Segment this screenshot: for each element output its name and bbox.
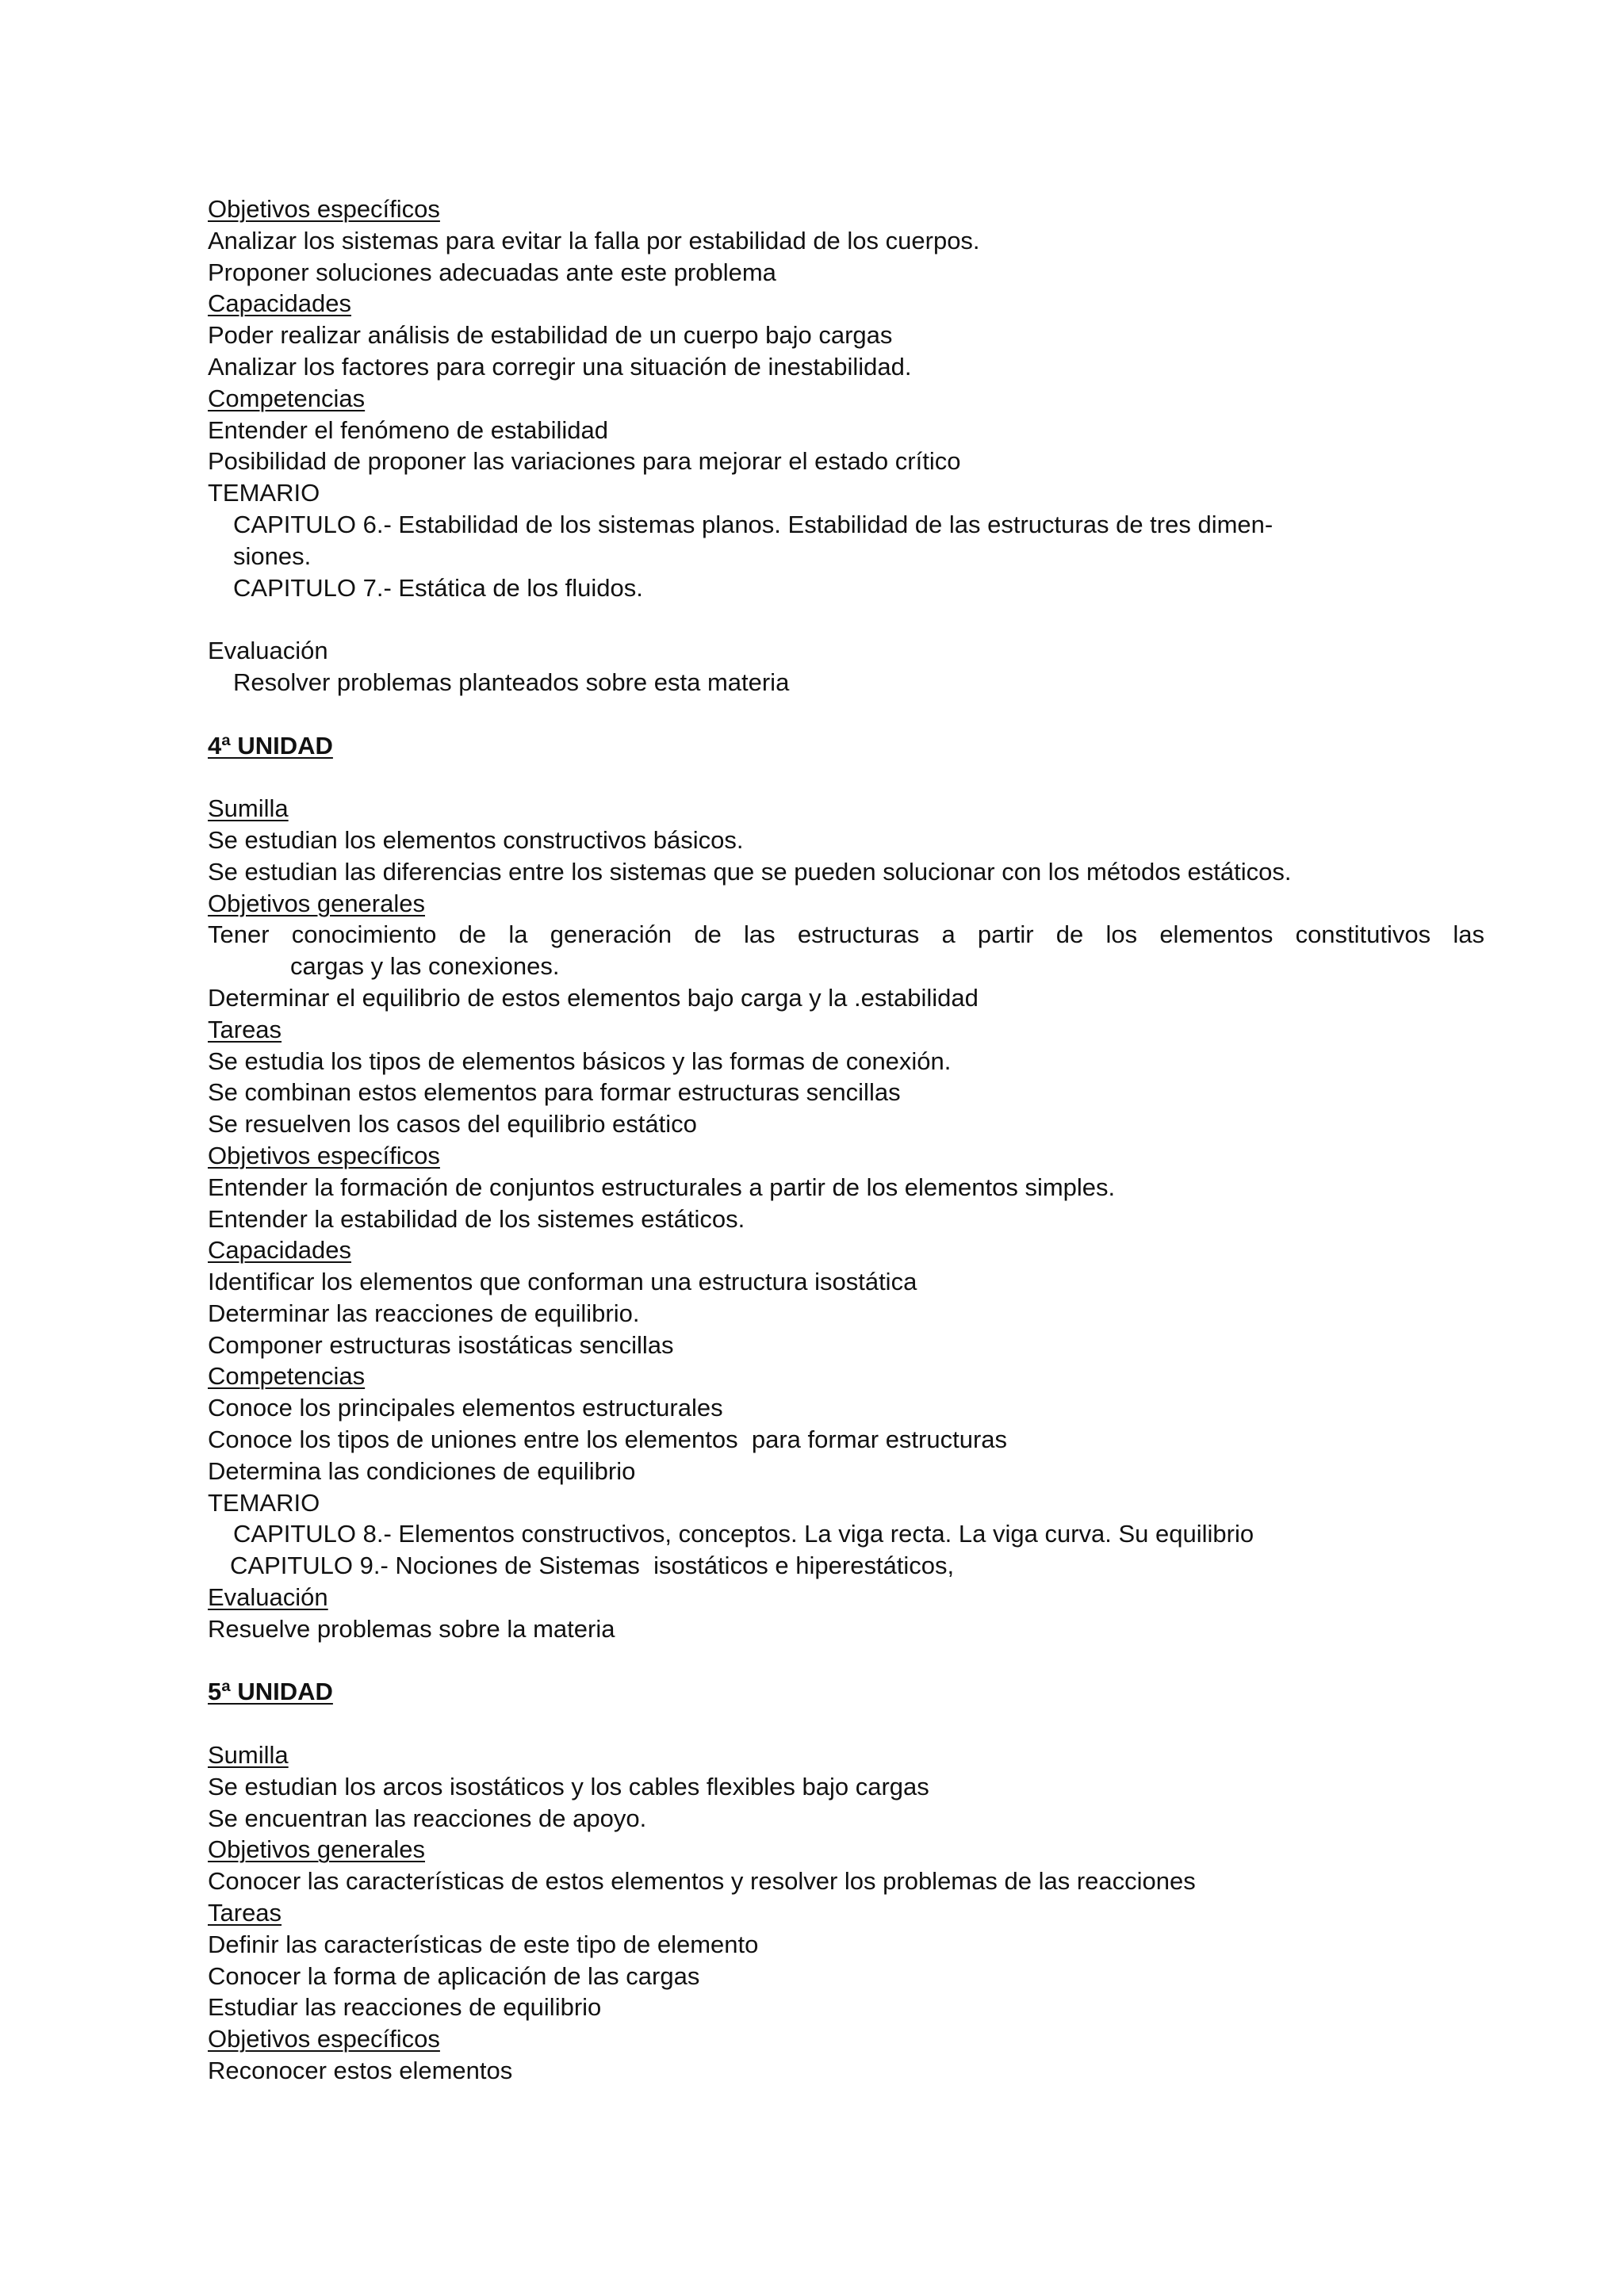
section-heading: Sumilla xyxy=(208,1741,289,1770)
u4-objetivos-especificos-section xyxy=(208,1140,1484,1234)
section-heading: Competencias xyxy=(208,1362,366,1391)
chapter-line: siones. xyxy=(233,541,312,570)
evaluacion-heading: Evaluación xyxy=(208,637,328,665)
section-heading: Sumilla xyxy=(208,794,289,823)
section-heading: Evaluación xyxy=(208,1583,328,1612)
text-line: Reconocer estos elementos xyxy=(208,2057,513,2085)
unit-title: 4ª UNIDAD xyxy=(208,731,333,760)
u3-temario-section xyxy=(208,477,1484,603)
chapter-line: CAPITULO 7.- Estática de los fluidos. xyxy=(233,573,643,602)
text-line: Entender el fenómeno de estabilidad xyxy=(208,415,608,444)
unit-title: 5ª UNIDAD xyxy=(208,1678,333,1706)
text-line: Conoce los tipos de uniones entre los elementos para formar estructuras xyxy=(208,1425,1008,1454)
text-line: Se estudian los arcos isostáticos y los cables flexibles bajo cargas xyxy=(208,1772,929,1800)
text-line: Se estudia los tipos de elementos básicos y las formas de conexión. xyxy=(208,1047,952,1075)
chapter-line: CAPITULO 6.- Estabilidad de los sistemas planos. Estabilidad de las estructuras de tres dimen- xyxy=(233,510,1274,538)
chapter-line: CAPITULO 9.- Nociones de Sistemas isostáticos e hiperestáticos, xyxy=(230,1552,955,1580)
text-line: Entender la estabilidad de los sistemes estáticos. xyxy=(208,1204,745,1233)
spacer xyxy=(208,603,1484,635)
text-line: Se encuentran las reacciones de apoyo. xyxy=(208,1804,647,1832)
text-line: Poder realizar análisis de estabilidad de un cuerpo bajo cargas xyxy=(208,321,893,350)
text-line: Conoce los principales elementos estructurales xyxy=(208,1394,723,1422)
u4-temario-section xyxy=(208,1487,1484,1582)
text-line: cargas y las conexiones. xyxy=(290,952,560,981)
section-heading: Objetivos generales xyxy=(208,1835,425,1864)
u3-capacidades-section xyxy=(208,288,1484,382)
temario-heading: TEMARIO xyxy=(208,1488,320,1517)
text-line: Conocer las características de estos elementos y resolver los problemas de las reacciones xyxy=(208,1867,1196,1896)
text-line: Identificar los elementos que conforman una estructura isostática xyxy=(208,1268,917,1296)
section-heading: Objetivos específicos xyxy=(208,2025,440,2053)
chapter-line: CAPITULO 8.- Elementos constructivos, conceptos. La viga recta. La viga curva. Su equilibrio xyxy=(233,1520,1254,1548)
u5-objetivos-especificos-section xyxy=(208,2023,1484,2087)
document-page xyxy=(208,193,1484,2087)
text-line: Determinar las reacciones de equilibrio. xyxy=(208,1299,640,1327)
u4-evaluacion-section xyxy=(208,1582,1484,1645)
text-line: Entender la formación de conjuntos estructurales a partir de los elementos simples. xyxy=(208,1173,1116,1201)
section-heading: Capacidades xyxy=(208,1236,351,1265)
u5-objetivos-generales-section xyxy=(208,1834,1484,1897)
text-line: Tener conocimiento de la generación de las estructuras a partir de los elementos constitutivos las xyxy=(208,920,1484,949)
section-heading: Competencias xyxy=(208,384,366,412)
text-line: Posibilidad de proponer las variaciones para mejorar el estado crítico xyxy=(208,447,961,476)
text-line: Se estudian las diferencias entre los sistemas que se pueden solucionar con los métodos estáticos. xyxy=(208,857,1292,886)
u4-sumilla-section xyxy=(208,793,1484,887)
u3-competencias-section xyxy=(208,383,1484,477)
text-line: Resuelve problemas sobre la materia xyxy=(208,1614,615,1643)
section-heading: Objetivos específicos xyxy=(208,1141,440,1169)
text-line: Analizar los factores para corregir una situación de inestabilidad. xyxy=(208,352,912,381)
spacer xyxy=(208,698,1484,730)
text-line: Se resuelven los casos del equilibrio estático xyxy=(208,1110,697,1138)
text-line: Determinar el equilibrio de estos elementos bajo carga y la .estabilidad xyxy=(208,983,979,1012)
temario-heading: TEMARIO xyxy=(208,479,320,507)
text-line: Analizar los sistemas para evitar la falla por estabilidad de los cuerpos. xyxy=(208,226,980,254)
section-heading: Tareas xyxy=(208,1015,282,1043)
text-line: Componer estructuras isostáticas sencillas xyxy=(208,1330,674,1359)
section-heading: Objetivos específicos xyxy=(208,195,440,223)
spacer xyxy=(208,761,1484,793)
u3-objetivos-especificos-section xyxy=(208,193,1484,288)
spacer xyxy=(208,1645,1484,1677)
text-line: Definir las características de este tipo de elemento xyxy=(208,1930,759,1958)
text-line: Estudiar las reacciones de equilibrio xyxy=(208,1993,602,2022)
u4-competencias-section xyxy=(208,1360,1484,1487)
spacer xyxy=(208,1708,1484,1739)
text-line: Proponer soluciones adecuadas ante este problema xyxy=(208,258,776,286)
text-line: Determina las condiciones de equilibrio xyxy=(208,1456,636,1485)
text-line: Se combinan estos elementos para formar estructuras sencillas xyxy=(208,1078,901,1107)
u5-sumilla-section xyxy=(208,1739,1484,1834)
u5-tareas-section xyxy=(208,1897,1484,2023)
text-line: Conocer la forma de aplicación de las cargas xyxy=(208,1961,700,1990)
u3-evaluacion-section xyxy=(208,635,1484,698)
text-line: Resolver problemas planteados sobre esta materia xyxy=(233,668,790,696)
u4-objetivos-generales-section xyxy=(208,888,1484,1014)
u4-tareas-section xyxy=(208,1014,1484,1140)
text-line: Se estudian los elementos constructivos básicos. xyxy=(208,825,744,854)
section-heading: Objetivos generales xyxy=(208,889,425,917)
u4-capacidades-section xyxy=(208,1234,1484,1360)
section-heading: Capacidades xyxy=(208,289,351,318)
section-heading: Tareas xyxy=(208,1899,282,1927)
